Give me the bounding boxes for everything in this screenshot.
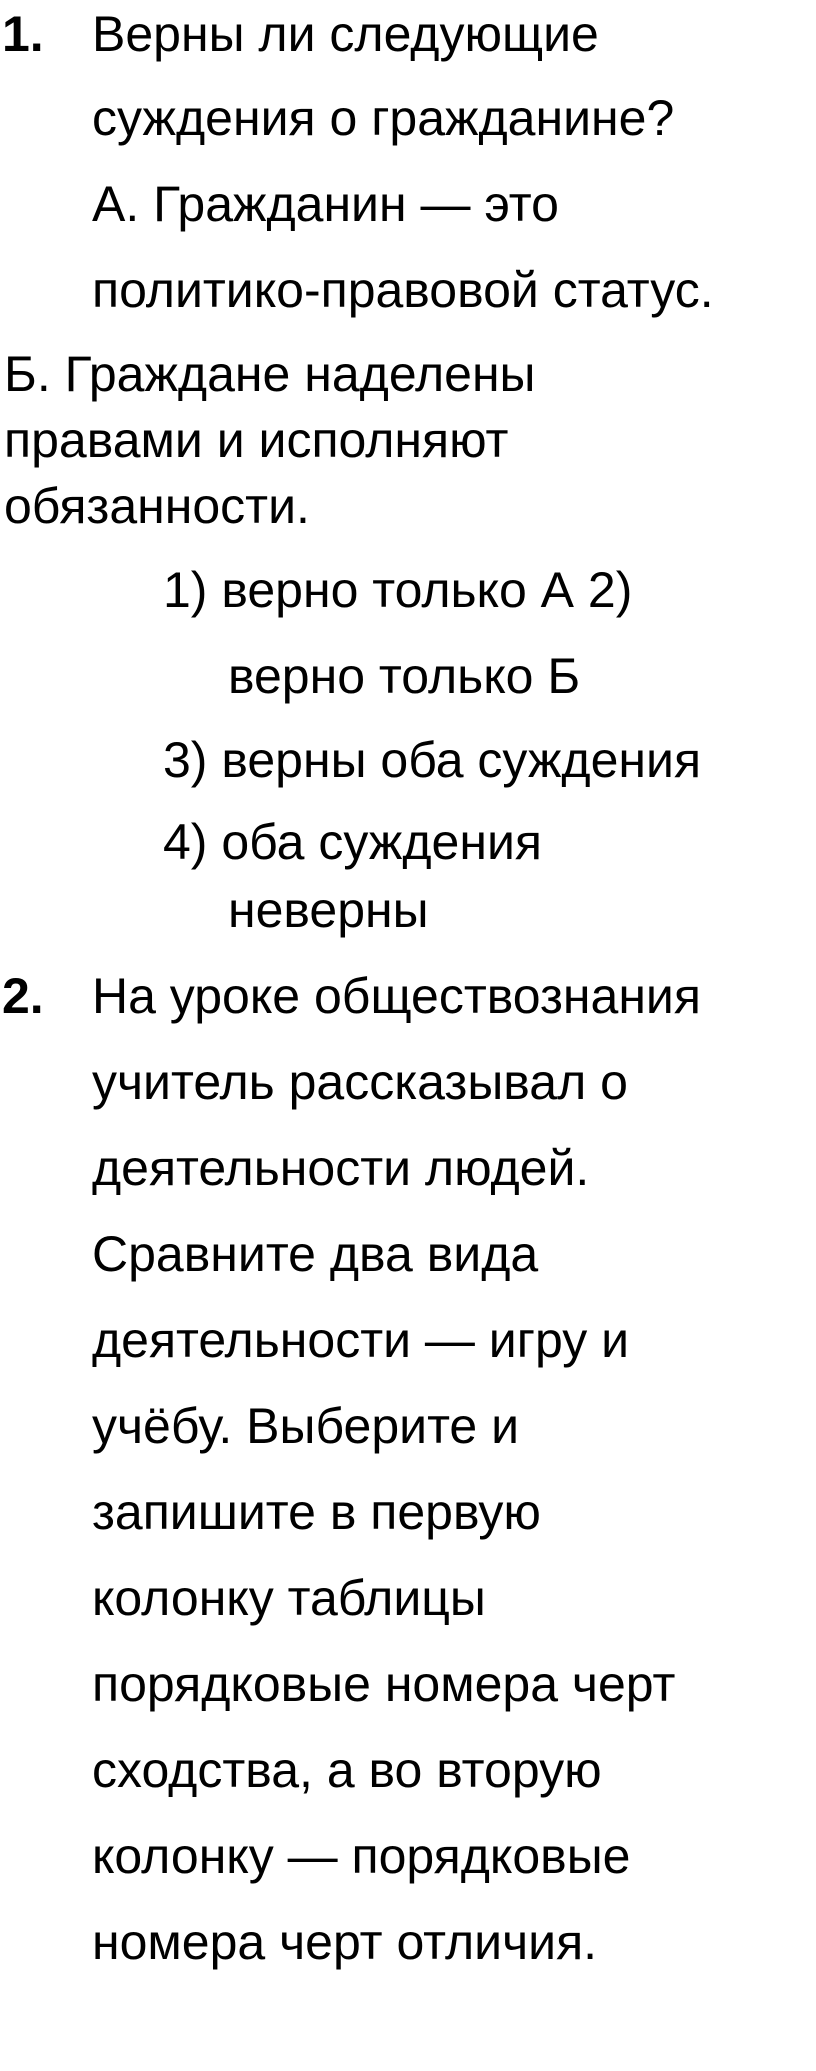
option-1-line-1: 1) верно только А 2) [163, 562, 633, 618]
question-2-number: 2. [2, 968, 44, 1024]
statement-b-line-1: Б. Граждане наделены [4, 346, 536, 402]
option-4-line-2: неверны [228, 882, 429, 938]
question-1-number: 1. [2, 6, 44, 62]
question-2-line-7: запишите в первую [92, 1484, 541, 1540]
question-2-line-5: деятельности — игру и [92, 1312, 630, 1368]
question-2-line-2: учитель рассказывал о [92, 1054, 628, 1110]
question-1-stem-line-2: суждения о гражданине? [92, 90, 675, 146]
statement-b-line-2: правами и исполняют [4, 412, 509, 468]
question-1-stem-line-1: Верны ли следующие [92, 6, 599, 62]
question-2-line-12: номера черт отличия. [92, 1914, 598, 1970]
statement-a-line-1: А. Гражданин — это [92, 176, 559, 232]
question-2-line-1: На уроке обществознания [92, 968, 701, 1024]
question-2-line-9: порядковые номера черт [92, 1656, 676, 1712]
option-4-line-1: 4) оба суждения [163, 814, 542, 870]
question-2-line-8: колонку таблицы [92, 1570, 486, 1626]
statement-a-line-2: политико-правовой статус. [92, 262, 714, 318]
question-2-line-3: деятельности людей. [92, 1140, 590, 1196]
question-2-line-11: колонку — порядковые [92, 1828, 631, 1884]
question-2-line-6: учёбу. Выберите и [92, 1398, 520, 1454]
statement-b-line-3: обязанности. [4, 478, 310, 534]
option-1-line-2: верно только Б [228, 648, 581, 704]
question-2-line-4: Сравните два вида [92, 1226, 539, 1282]
option-3: 3) верны оба суждения [163, 732, 702, 788]
question-2-line-10: сходства, а во вторую [92, 1742, 602, 1798]
